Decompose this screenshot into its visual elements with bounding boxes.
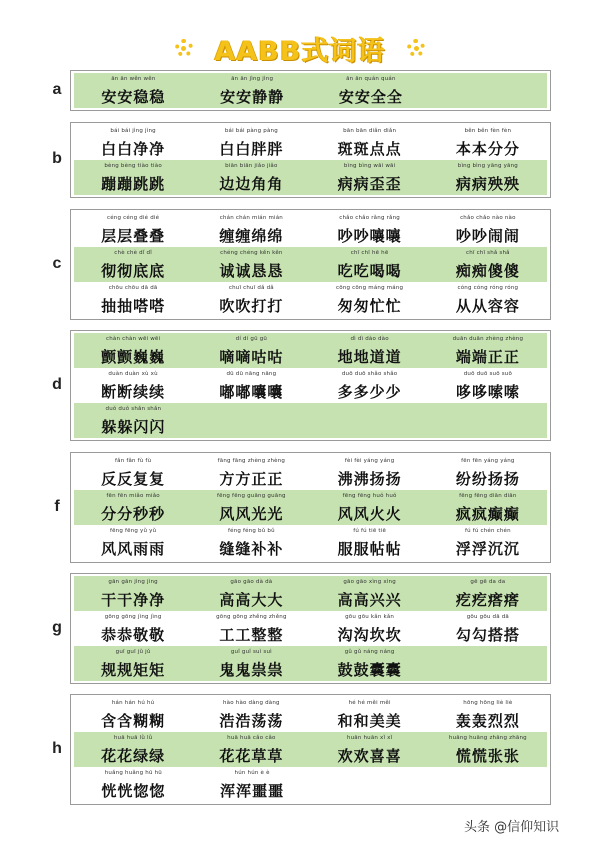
group-letter: b	[52, 150, 62, 167]
word-cell	[192, 333, 310, 368]
pinyin: huān huān xǐ xǐ	[346, 735, 393, 741]
word-cell	[192, 490, 310, 525]
pinyin: gōu gōu kǎn kǎn	[345, 614, 395, 620]
word-cell	[192, 368, 310, 403]
pinyin: fēng fēng huǒ huǒ	[342, 493, 397, 499]
word: 斑斑点点	[337, 140, 402, 158]
word-box	[70, 573, 551, 684]
word: 规规矩矩	[101, 661, 166, 679]
pinyin: duō duō shǎo shǎo	[341, 371, 398, 377]
word: 颤颤巍巍	[101, 348, 166, 366]
word-cell	[74, 525, 192, 560]
word: 嘀嘀咕咕	[219, 348, 284, 366]
pinyin: cōng cōng máng máng	[336, 285, 404, 291]
word-row	[74, 247, 547, 282]
word: 边边角角	[219, 175, 284, 193]
pinyin: féng féng bǔ bǔ	[227, 528, 275, 534]
word: 白白净净	[101, 140, 166, 158]
word: 工工整整	[219, 626, 284, 644]
word: 哆哆嗦嗦	[455, 383, 520, 401]
word: 从从容容	[455, 297, 520, 315]
word-cell	[311, 611, 429, 646]
word-row	[74, 403, 547, 438]
pinyin: fú fú chén chén	[464, 528, 511, 534]
pinyin: cóng cóng róng róng	[457, 285, 519, 291]
word-cell	[74, 697, 192, 732]
gear-icon	[175, 39, 193, 57]
word-row	[74, 490, 547, 525]
word-cell	[192, 646, 310, 681]
word-cell	[429, 247, 547, 282]
word: 嘟嘟囔囔	[219, 383, 284, 401]
word-cell	[193, 73, 312, 108]
pinyin: gōng gōng jìng jìng	[104, 614, 162, 620]
word: 浑浑噩噩	[220, 782, 285, 800]
pinyin: duān duān zhèng zhèng	[452, 336, 524, 342]
word-row	[74, 455, 547, 490]
word-row	[74, 697, 547, 732]
pinyin: chǎo chǎo rǎng rǎng	[339, 215, 400, 221]
word-box	[70, 70, 551, 111]
word: 层层叠叠	[101, 227, 166, 245]
word: 蹦蹦跳跳	[101, 175, 166, 193]
pinyin: céng céng dié dié	[107, 215, 160, 221]
group-c	[0, 209, 600, 320]
word: 高高大大	[219, 591, 284, 609]
word-cell	[74, 576, 192, 611]
word-cell	[311, 247, 429, 282]
pinyin: ān ān quán quán	[346, 76, 396, 82]
word-cell	[311, 490, 429, 525]
word: 恍恍惚惚	[101, 782, 166, 800]
word-cell	[429, 160, 547, 195]
pinyin: guī guī jǔ jǔ	[115, 649, 151, 655]
word: 方方正正	[219, 470, 284, 488]
pinyin: huāng huāng zhāng zhāng	[448, 735, 527, 741]
word-cell	[74, 732, 192, 767]
word-row	[74, 282, 547, 317]
word: 吵吵嚷嚷	[337, 227, 402, 245]
word-cell	[74, 646, 192, 681]
pinyin: hé hé měi měi	[348, 700, 391, 706]
group-h	[0, 694, 600, 805]
pinyin: fēng fēng diān diān	[459, 493, 517, 499]
group-b	[0, 122, 600, 198]
word: 欢欢喜喜	[337, 747, 402, 765]
word: 躲躲闪闪	[101, 418, 166, 436]
group-letter: d	[52, 375, 62, 393]
pinyin: chuī chuī dǎ dǎ	[228, 285, 274, 291]
group-d	[0, 330, 600, 441]
word-cell	[192, 576, 310, 611]
word-row	[74, 576, 547, 611]
word: 高高兴兴	[337, 591, 402, 609]
word: 端端正正	[455, 348, 520, 366]
word: 纷纷扬扬	[455, 470, 520, 488]
word-box	[70, 122, 551, 198]
word: 风风火火	[337, 505, 402, 523]
page-title: AABB式词语	[214, 35, 386, 67]
word-cell	[192, 732, 310, 767]
watermark: 头条 @信仰知识	[464, 820, 560, 835]
word-cell	[74, 125, 192, 160]
word: 彻彻底底	[101, 262, 166, 280]
word: 吹吹打打	[219, 297, 284, 315]
word: 安安静静	[220, 88, 285, 106]
pinyin: fēn fēn miǎo miǎo	[106, 493, 160, 499]
word: 沸沸扬扬	[337, 470, 402, 488]
pinyin: duō duō suō suō	[463, 371, 513, 377]
word-row	[74, 646, 547, 681]
word: 浮浮沉沉	[455, 540, 520, 558]
word: 反反复复	[101, 470, 166, 488]
word-row	[74, 525, 547, 560]
pinyin: huā huā cǎo cǎo	[227, 735, 276, 741]
word: 服服帖帖	[337, 540, 402, 558]
pinyin: fēn fēn yáng yáng	[461, 458, 515, 464]
word-cell	[192, 125, 310, 160]
pinyin: gē gē da da	[470, 579, 506, 585]
word-cell	[74, 333, 192, 368]
page-header	[0, 28, 600, 68]
word: 吵吵闹闹	[455, 227, 520, 245]
word: 和和美美	[337, 712, 402, 730]
word-row	[74, 125, 547, 160]
word-cell	[192, 525, 310, 560]
word-cell	[311, 125, 429, 160]
word-cell	[74, 368, 192, 403]
word-cell	[429, 282, 547, 317]
word-box	[70, 694, 551, 805]
word-cell	[311, 160, 429, 195]
pinyin: chǎo chǎo nào nào	[460, 215, 516, 221]
word: 安安全全	[338, 88, 403, 106]
word: 吃吃喝喝	[337, 262, 402, 280]
word-cell	[429, 455, 547, 490]
word-cell	[74, 212, 192, 247]
word: 干干净净	[101, 591, 166, 609]
pinyin: bìng bìng yāng yāng	[457, 163, 518, 169]
group-letter: f	[54, 497, 60, 515]
pinyin: fú fú tiē tiē	[353, 528, 387, 534]
pinyin: hán hán hú hú	[111, 700, 155, 706]
word: 浩浩荡荡	[219, 712, 284, 730]
group-letter: c	[52, 254, 62, 272]
pinyin: ān ān jìng jìng	[231, 76, 274, 82]
word: 疙疙瘩瘩	[455, 591, 520, 609]
pinyin: duǒ duǒ shǎn shǎn	[105, 406, 162, 412]
word-cell	[311, 697, 429, 732]
group-letter: h	[52, 739, 62, 757]
group-g	[0, 573, 600, 684]
pinyin: gōu gōu dā dā	[466, 614, 509, 620]
word-cell	[74, 767, 193, 802]
word-cell	[74, 455, 192, 490]
word: 风风雨雨	[101, 540, 166, 558]
word-cell	[311, 212, 429, 247]
word-cell	[74, 490, 192, 525]
word-box	[70, 330, 551, 441]
word-row	[74, 212, 547, 247]
word-cell	[193, 767, 312, 802]
word-cell	[429, 697, 547, 732]
word-row	[74, 611, 547, 646]
gear-icon	[407, 39, 425, 57]
word: 鬼鬼祟祟	[219, 661, 284, 679]
pinyin: gāo gāo dà dà	[230, 579, 273, 585]
word: 分分秒秒	[101, 505, 166, 523]
word: 慌慌张张	[455, 747, 520, 765]
word-cell	[429, 368, 547, 403]
word-cell	[429, 212, 547, 247]
word-cell	[192, 247, 310, 282]
word: 花花草草	[219, 747, 284, 765]
pinyin: huā huā lǜ lǜ	[113, 735, 153, 741]
word-cell	[311, 368, 429, 403]
word: 沟沟坎坎	[337, 626, 402, 644]
pinyin: hōng hōng liè liè	[463, 700, 513, 706]
pinyin: dū dū nāng nāng	[226, 371, 277, 377]
pinyin: bèng bèng tiào tiào	[104, 163, 162, 169]
word-cell	[74, 403, 193, 438]
word: 匆匆忙忙	[337, 297, 402, 315]
pinyin: běn běn fèn fèn	[464, 128, 512, 134]
word-row	[74, 767, 547, 802]
pinyin: gōng gōng zhěng zhěng	[216, 614, 287, 620]
pinyin: hào hào dàng dàng	[222, 700, 280, 706]
word-row	[74, 732, 547, 767]
word: 多多少少	[337, 383, 402, 401]
word-cell	[311, 646, 429, 681]
group-letter: g	[52, 618, 62, 636]
word-cell	[429, 125, 547, 160]
word: 抽抽嗒嗒	[101, 297, 166, 315]
word: 白白胖胖	[219, 140, 284, 158]
word: 本本分分	[455, 140, 520, 158]
word-cell	[429, 333, 547, 368]
word-cell	[311, 282, 429, 317]
pinyin: huǎng huǎng hū hū	[104, 770, 162, 776]
word: 病病殃殃	[455, 175, 520, 193]
word-row	[74, 368, 547, 403]
word-cell	[311, 333, 429, 368]
pinyin: chè chè dǐ dǐ	[114, 250, 152, 256]
group-f	[0, 452, 600, 563]
word-cell	[192, 282, 310, 317]
pinyin: chōu chōu dā dā	[108, 285, 158, 291]
word-cell	[429, 646, 547, 681]
pinyin: chéng chéng kěn kěn	[220, 250, 283, 256]
word-box	[70, 452, 551, 563]
word: 花花绿绿	[101, 747, 166, 765]
pinyin: dì dì dào dào	[350, 336, 389, 342]
pinyin: chī chī shǎ shǎ	[465, 250, 510, 256]
word-cell	[311, 525, 429, 560]
word-cell	[429, 611, 547, 646]
word: 勾勾搭搭	[455, 626, 520, 644]
word-cell	[192, 611, 310, 646]
word-row	[74, 160, 547, 195]
pinyin: dí dí gū gū	[235, 336, 268, 342]
word-cell	[74, 247, 192, 282]
pinyin: duàn duàn xù xù	[108, 371, 158, 377]
word-cell	[429, 576, 547, 611]
pinyin: guǐ guǐ suì suì	[230, 649, 272, 655]
word: 鼓鼓囊囊	[337, 661, 402, 679]
word: 含含糊糊	[101, 712, 166, 730]
pinyin: gān gān jìng jìng	[108, 579, 158, 585]
pinyin: fèi fèi yáng yáng	[344, 458, 395, 464]
word-cell	[311, 455, 429, 490]
word-cell	[74, 282, 192, 317]
pinyin: bái bái jìng jìng	[110, 128, 156, 134]
pinyin: chán chán mián mián	[219, 215, 283, 221]
word-cell	[429, 732, 547, 767]
group-a	[0, 70, 600, 111]
word: 痴痴傻傻	[455, 262, 520, 280]
word-cell	[429, 525, 547, 560]
pinyin: gāo gāo xìng xìng	[343, 579, 396, 585]
group-letter: a	[52, 80, 62, 98]
word-cell	[192, 455, 310, 490]
pinyin: fēng fēng guāng guāng	[217, 493, 286, 499]
word-cell	[429, 490, 547, 525]
pinyin: bái bái pàng pàng	[224, 128, 278, 134]
word-cell	[192, 212, 310, 247]
pinyin: biān biān jiǎo jiǎo	[225, 163, 278, 169]
word: 地地道道	[337, 348, 402, 366]
word: 断断续续	[101, 383, 166, 401]
word-cell	[311, 732, 429, 767]
word: 缝缝补补	[219, 540, 284, 558]
word-box	[70, 209, 551, 320]
word: 病病歪歪	[337, 175, 402, 193]
word: 疯疯癫癫	[455, 505, 520, 523]
pinyin: fǎn fǎn fù fù	[114, 458, 152, 464]
word-row	[74, 333, 547, 368]
pinyin: bìng bìng wāi wāi	[343, 163, 396, 169]
word-cell	[192, 697, 310, 732]
word: 风风光光	[219, 505, 284, 523]
word: 缠缠绵绵	[219, 227, 284, 245]
word-cell	[74, 611, 192, 646]
pinyin: fēng fēng yǔ yǔ	[109, 528, 157, 534]
word-cell	[192, 160, 310, 195]
word-cell	[312, 73, 431, 108]
word-cell	[74, 73, 193, 108]
pinyin: chī chī hē hē	[350, 250, 389, 256]
pinyin: bān bān diǎn diǎn	[343, 128, 397, 134]
pinyin: gǔ gǔ náng náng	[344, 649, 395, 655]
word: 诚诚恳恳	[219, 262, 284, 280]
word: 恭恭敬敬	[101, 626, 166, 644]
word-cell	[311, 576, 429, 611]
pinyin: chàn chàn wēi wēi	[106, 336, 161, 342]
pinyin: ān ān wěn wěn	[111, 76, 156, 82]
word: 安安稳稳	[101, 88, 166, 106]
word-cell	[74, 160, 192, 195]
pinyin: fāng fāng zhèng zhèng	[217, 458, 286, 464]
pinyin: hún hún è è	[234, 770, 270, 776]
word: 轰轰烈烈	[455, 712, 520, 730]
word-row	[74, 73, 547, 108]
